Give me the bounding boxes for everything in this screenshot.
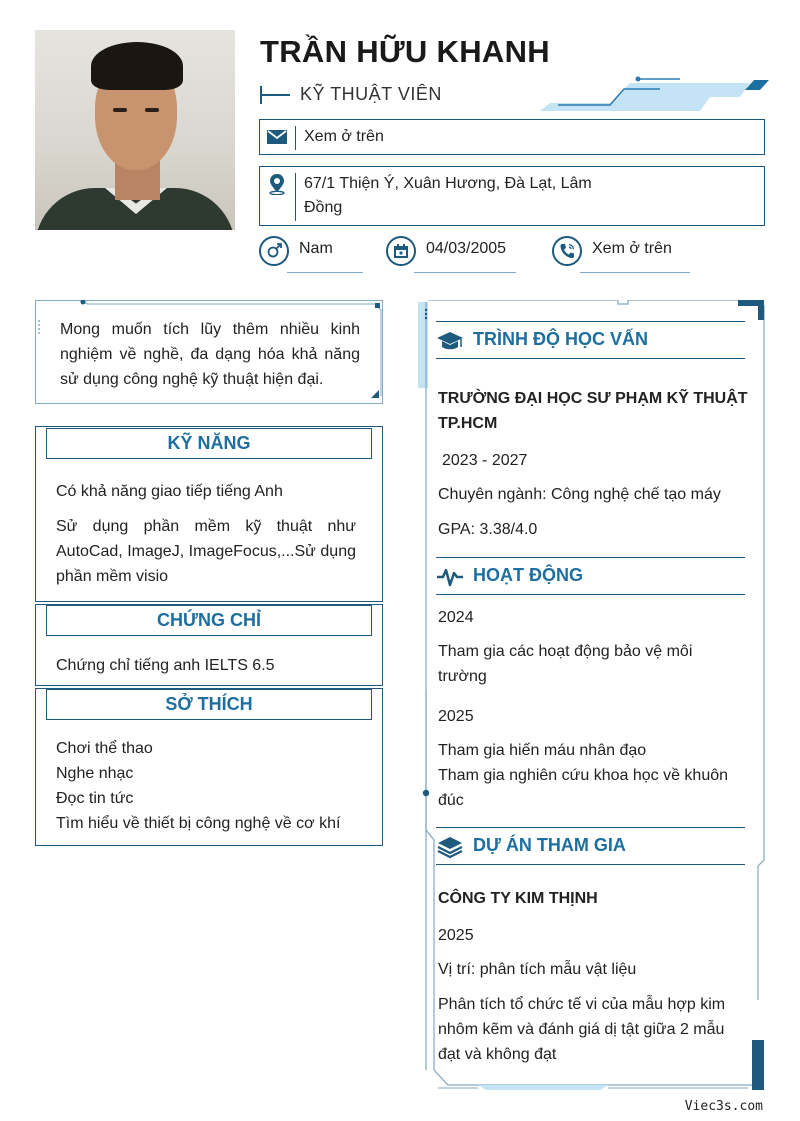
hobby-item: Tìm hiểu về thiết bị công nghệ về cơ khí <box>56 815 341 832</box>
project-company: CÔNG TY KIM THỊNH <box>438 890 598 907</box>
envelope-icon <box>266 126 288 148</box>
photo-hair <box>91 42 183 90</box>
photo-eye-right <box>145 108 159 112</box>
skills-section <box>35 426 383 602</box>
activity-line: Tham gia nghiên cứu khoa học về khuôn đúc <box>438 767 729 809</box>
profile-photo <box>35 30 235 230</box>
skill-item: Sử dụng phần mềm kỹ thuật như AutoCad, ImageJ, ImageFocus,...Sử dụng phần mềm visio <box>56 518 356 585</box>
education-school: TRƯỜNG ĐẠI HỌC SƯ PHẠM KỸ THUẬT TP.HCM <box>438 390 748 432</box>
calendar-icon <box>392 242 410 260</box>
hobbies-section <box>35 688 383 846</box>
address-text: 67/1 Thiện Ý, Xuân Hương, Đà Lạt, Lâm Đồng <box>304 175 592 216</box>
photo-eye-left <box>113 108 127 112</box>
certificates-section <box>35 604 383 686</box>
hobby-item: Nghe nhạc <box>56 765 134 782</box>
job-title: KỸ THUẬT VIÊN <box>300 84 442 104</box>
phone-text: Xem ở trên <box>592 240 672 257</box>
certificate-item: Chứng chỉ tiếng anh IELTS 6.5 <box>56 657 275 674</box>
activity-year: 2025 <box>438 708 474 725</box>
graduation-cap-icon <box>436 329 464 353</box>
birthday-item <box>386 236 526 276</box>
projects-title: DỰ ÁN THAM GIA <box>473 835 626 855</box>
gender-text: Nam <box>299 240 333 257</box>
objective-box <box>35 300 383 404</box>
decorative-stripes <box>540 75 770 115</box>
education-header <box>436 321 745 359</box>
site-watermark: Viec3s.com <box>684 1099 763 1114</box>
activities-header <box>436 557 745 595</box>
activity-line: Tham gia các hoạt động bảo vệ môi trường <box>438 643 693 685</box>
hobbies-heading: SỞ THÍCH <box>46 689 372 720</box>
phone-item <box>552 236 702 276</box>
address-box <box>259 166 765 226</box>
project-position: Vị trí: phân tích mẫu vật liệu <box>438 961 637 978</box>
activity-year: 2024 <box>438 609 474 626</box>
hobby-item: Chơi thể thao <box>56 740 153 757</box>
birthday-text: 04/03/2005 <box>426 240 507 257</box>
location-pin-icon <box>266 173 288 195</box>
education-major: Chuyên ngành: Công nghệ chế tạo máy <box>438 486 721 503</box>
education-gpa: GPA: 3.38/4.0 <box>438 521 538 538</box>
phone-icon <box>558 242 576 260</box>
pulse-icon <box>436 565 464 589</box>
education-period: 2023 - 2027 <box>442 452 528 469</box>
certificates-heading: CHỨNG CHỈ <box>46 605 372 636</box>
layers-icon <box>436 835 464 859</box>
skills-heading: KỸ NĂNG <box>46 428 372 459</box>
candidate-name: TRẦN HỮU KHANH <box>260 34 550 69</box>
activities-title: HOẠT ĐỘNG <box>473 565 583 585</box>
gender-icon <box>265 242 283 260</box>
activity-line: Tham gia hiến máu nhân đạo <box>438 742 647 759</box>
gender-item <box>259 236 369 276</box>
email-box <box>259 119 765 155</box>
title-marker <box>260 86 290 104</box>
email-text: Xem ở trên <box>304 128 384 145</box>
projects-header <box>436 827 745 865</box>
objective-text: Mong muốn tích lũy thêm nhiều kinh nghiệm về nghề, đa dạng hóa khả năng sử dụng công nghệ kỹ thuật hiện đại. <box>60 321 360 388</box>
education-title: TRÌNH ĐỘ HỌC VẤN <box>473 329 648 349</box>
project-year: 2025 <box>438 927 474 944</box>
project-description: Phân tích tổ chức tế vi của mẫu hợp kim nhôm kẽm và đánh giá dị tật giữa 2 mẫu đạt và không đạt <box>438 996 726 1063</box>
hobby-item: Đọc tin tức <box>56 790 134 807</box>
skill-item: Có khả năng giao tiếp tiếng Anh <box>56 483 283 500</box>
